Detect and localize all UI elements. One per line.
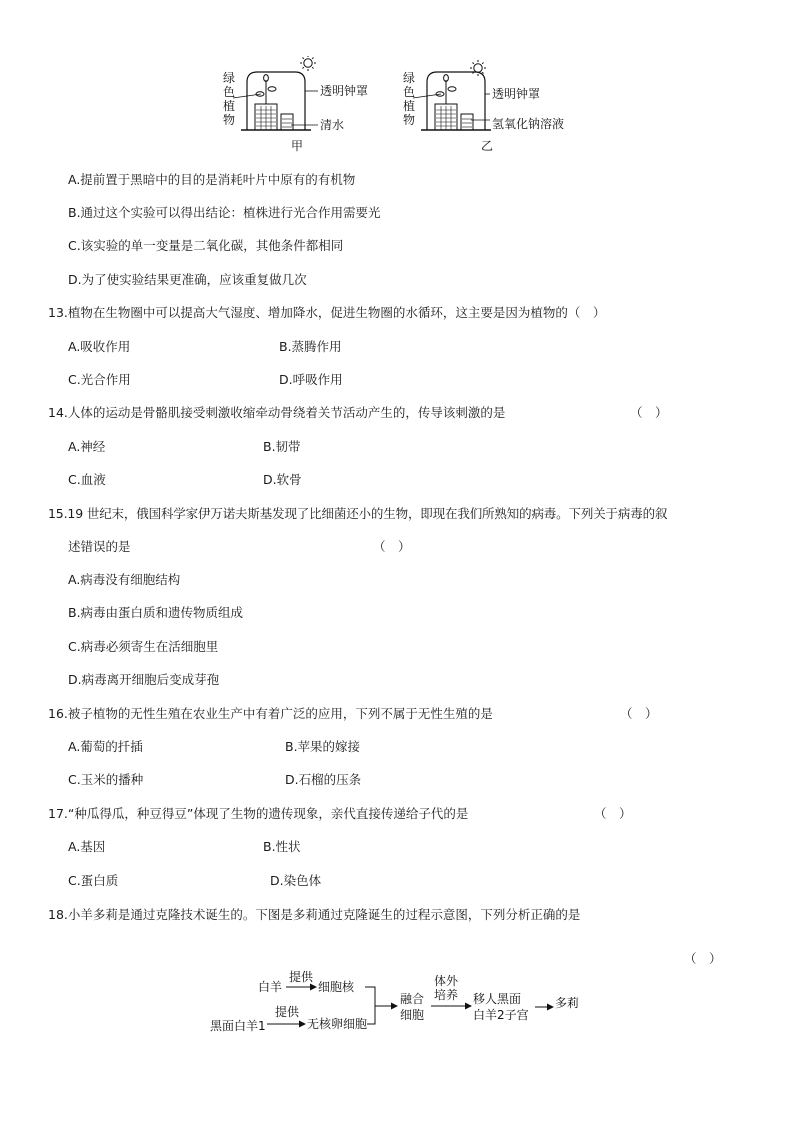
yi-pot-hatch	[436, 106, 456, 130]
cloning-flow-diagram	[205, 968, 600, 1042]
q14-answer-bracket: （ ）	[630, 405, 668, 420]
yi-beaker	[461, 114, 473, 130]
yi-hood-label: 透明钟罩	[492, 87, 541, 101]
yi-plant-label-2: 色	[403, 85, 416, 99]
q17-option-d: D.染色体	[270, 873, 322, 888]
yi-beaker-liquid	[462, 119, 472, 127]
yi-plant-label-4: 物	[403, 113, 416, 127]
q13-option-c: C.光合作用	[68, 372, 131, 387]
yi-plant-label-1: 绿	[403, 71, 416, 85]
q12-option-b: B.通过这个实验可以得出结论：植株进行光合作用需要光	[68, 205, 381, 220]
q15-answer-bracket: （ ）	[373, 539, 411, 554]
jia-liquid-label: 清水	[320, 118, 345, 132]
q16-stem: 16.被子植物的无性生殖在农业生产中有着广泛的应用，下列不属于无性生殖的是	[48, 706, 493, 721]
jia-plant-label-4: 物	[223, 113, 236, 127]
q12-option-a: A.提前置于黑暗中的目的是消耗叶片中原有的有机物	[68, 172, 356, 187]
q15-stem-line1: 15.19 世纪末，俄国科学家伊万诺夫斯基发现了比细菌还小的生物，即现在我们所熟知的病毒。下列关于病毒的叙	[48, 506, 668, 521]
q14-stem: 14.人体的运动是骨骼肌接受刺激收缩牵动骨绕着关节活动产生的，传导该刺激的是	[48, 405, 506, 420]
q15-option-b: B.病毒由蛋白质和遗传物质组成	[68, 605, 244, 620]
black-face-sheep1-label: 黑面白羊1	[210, 1019, 266, 1033]
q13-option-d: D.呼吸作用	[279, 372, 343, 387]
setup-jia	[223, 56, 368, 153]
nucleus-label: 细胞核	[318, 980, 355, 994]
q18-answer-bracket: （ ）	[684, 951, 722, 966]
yi-sun-icon	[470, 60, 486, 76]
fused-cell-label-2: 细胞	[400, 1008, 425, 1022]
jia-plant-label-1: 绿	[223, 71, 236, 85]
jia-hood-label: 透明钟罩	[320, 84, 369, 98]
in-vitro-label-1: 体外	[434, 974, 459, 988]
white-sheep-label: 白羊	[258, 980, 283, 994]
q14-option-d: D.软骨	[263, 472, 302, 487]
q18-stem: 18.小羊多莉是通过克隆技术诞生的。下图是多莉通过克隆诞生的过程示意图，下列分析正确的是	[48, 907, 581, 922]
fused-cell-label-1: 融合	[400, 992, 425, 1006]
jia-plant-label-3: 植	[223, 99, 236, 113]
q17-option-b: B.性状	[263, 839, 301, 854]
q13-option-b: B.蒸腾作用	[279, 339, 342, 354]
setup-yi	[403, 60, 564, 153]
q15-option-a: A.病毒没有细胞结构	[68, 572, 181, 587]
q17-option-c: C.蛋白质	[68, 873, 119, 888]
jia-bell-jar	[247, 72, 305, 130]
q16-option-a: A.葡萄的扦插	[68, 739, 143, 754]
q16-option-c: C.玉米的播种	[68, 772, 144, 787]
jia-pot-hatch	[256, 106, 276, 130]
in-vitro-label-2: 培养	[434, 988, 459, 1002]
jia-beaker-liquid	[282, 119, 292, 127]
q16-answer-bracket: （ ）	[620, 706, 658, 721]
q15-option-c: C.病毒必须寄生在活细胞里	[68, 639, 219, 654]
q12-option-c: C.该实验的单一变量是二氧化碳，其他条件都相同	[68, 238, 344, 253]
q17-answer-bracket: （ ）	[594, 806, 632, 821]
q17-option-a: A.基因	[68, 839, 106, 854]
bell-jar-figure	[215, 56, 595, 158]
jia-sun-icon	[300, 56, 316, 71]
q15-option-d: D.病毒离开细胞后变成芽孢	[68, 672, 220, 687]
q17-stem: 17.“种瓜得瓜，种豆得豆”体现了生物的遗传现象，亲代直接传递给子代的是	[48, 806, 469, 821]
transplant-label-2: 白羊2子宫	[473, 1008, 529, 1022]
q15-stem-line2: 述错误的是	[68, 539, 131, 554]
q14-option-b: B.韧带	[263, 439, 301, 454]
q14-option-a: A.神经	[68, 439, 106, 454]
jia-caption: 甲	[291, 139, 304, 153]
enucleated-egg-label: 无核卵细胞	[307, 1017, 368, 1031]
yi-bell-jar	[427, 72, 485, 130]
yi-leaf	[448, 87, 456, 91]
yi-plant-label-3: 植	[403, 99, 416, 113]
jia-leaf	[268, 87, 276, 91]
q12-option-d: D.为了使实验结果更准确，应该重复做几次	[68, 272, 307, 287]
transplant-label-1: 移人黑面	[473, 992, 522, 1006]
yi-liquid-label: 氢氧化钠溶液	[492, 117, 565, 131]
q16-option-b: B.苹果的嫁接	[285, 739, 361, 754]
yi-caption: 乙	[481, 139, 494, 153]
q13-option-a: A.吸收作用	[68, 339, 131, 354]
q16-option-d: D.石榴的压条	[285, 772, 362, 787]
jia-beaker	[281, 114, 293, 130]
q14-option-c: C.血液	[68, 472, 106, 487]
dolly-label: 多莉	[555, 996, 580, 1010]
jia-plant-label-2: 色	[223, 85, 236, 99]
provide-label-bottom: 提供	[275, 1005, 300, 1019]
q13-stem: 13.植物在生物圈中可以提高大气湿度、增加降水，促进生物圈的水循环，这主要是因为植物的（ ）	[48, 305, 606, 320]
provide-label-top: 提供	[289, 970, 314, 984]
